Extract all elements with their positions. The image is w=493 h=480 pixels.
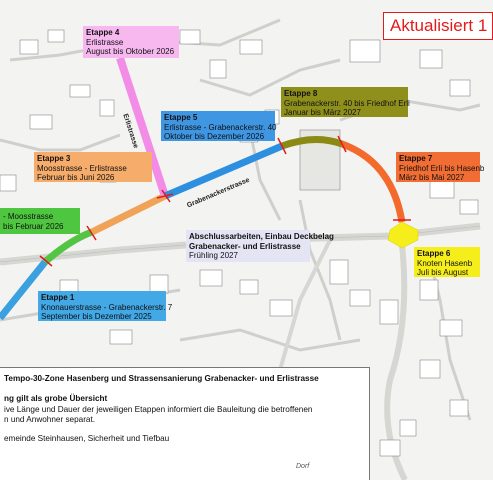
info-box [0, 367, 370, 480]
place-label-dorf: Dorf [296, 463, 310, 470]
stage-8-street: Grabenackerstr. 40 bis Friedhof Erli [284, 98, 410, 108]
stage-5-period: Oktober bis Dezember 2026 [164, 132, 265, 141]
stage-5-label [161, 111, 275, 141]
stage-3-label [34, 152, 152, 182]
stage-1-title: Etappe 1 [41, 293, 75, 302]
stage-4-street: Erlistrasse [86, 37, 124, 47]
final-works-title-1: Abschlussarbeiten, Einbau Deckbelag [189, 232, 334, 241]
stage-3-street: Moosstrasse - Erlistrasse [37, 163, 127, 173]
stage-8-title: Etappe 8 [284, 89, 318, 98]
info-title: Tempo-30-Zone Hasenberg und Strassensanierung Grabenacker- und Erlistrasse [4, 374, 319, 383]
info-subtitle: ng gilt als grobe Übersicht [4, 394, 108, 403]
stage-8-period: Januar bis März 2027 [284, 108, 361, 117]
stage-7-label [396, 152, 485, 182]
stage-3-period: Februar bis Juni 2026 [37, 173, 115, 182]
stage-1-period: September bis Dezember 2025 [41, 312, 152, 321]
stage-4-title: Etappe 4 [86, 28, 120, 37]
stage-2-period: bis Februar 2026 [3, 221, 64, 231]
stage-7-title: Etappe 7 [399, 154, 433, 163]
info-text [4, 405, 366, 425]
stage-8-label [281, 87, 408, 117]
final-works-title-2: Grabenacker- und Erlistrasse [189, 241, 301, 251]
final-works-period: Frühling 2027 [189, 251, 238, 260]
final-works-label [186, 230, 334, 262]
stage-1-street: Knonauerstrasse - Grabenackerstr. 7 [41, 302, 173, 312]
stage-5-street: Erlistrasse - Grabenackerstr. 40 [164, 122, 277, 132]
street-label-erlistrasse: Erlistrasse [121, 113, 140, 150]
info-text-line-2: n und Anwohner separat. [4, 415, 96, 424]
stage-5-title: Etappe 5 [164, 113, 198, 122]
stage-2-street: - Moosstrasse [3, 212, 54, 221]
stage-4-label [83, 26, 179, 58]
info-text-line-1: ive Länge und Dauer der jeweiligen Etappen informiert die Bauleitung die betroffenen [4, 405, 313, 414]
street-label-grabenackerstrasse: Grabenackerstrasse [186, 176, 251, 210]
stage-4-period: August bis Oktober 2026 [86, 47, 175, 56]
updated-stamp: Aktualisiert 1 [383, 12, 493, 40]
stage-3-title: Etappe 3 [37, 154, 71, 163]
stage-1-label [38, 291, 173, 321]
stage-2-label [0, 208, 80, 234]
stage-6-label [414, 247, 480, 277]
stage-6-period: Juli bis August [417, 268, 469, 277]
stage-6-street: Knoten Hasenb [417, 258, 473, 268]
info-organization: emeinde Steinhausen, Sicherheit und Tiefbau [4, 434, 170, 443]
stage-7-period: März bis Mai 2027 [399, 173, 465, 182]
stage-6-title: Etappe 6 [417, 249, 451, 258]
stage-7-street: Friedhof Erli bis Hasenb [399, 163, 485, 173]
